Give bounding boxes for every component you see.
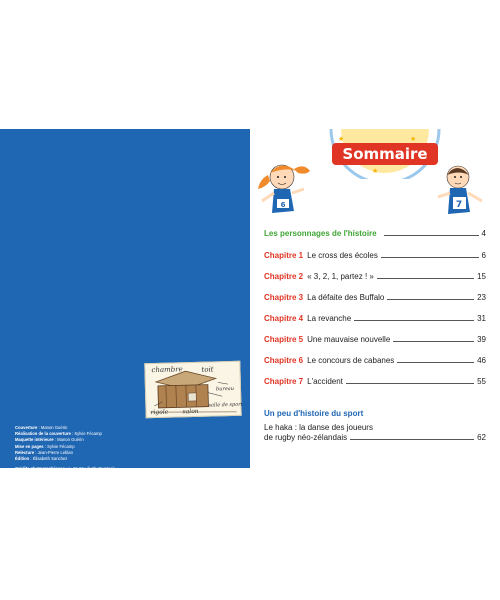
page-title: Sommaire [332,143,438,165]
dot-leader [377,278,474,279]
chapter-label: Chapitre 3 [264,293,304,302]
star-icon: ★ [410,136,417,143]
right-jersey-number: 7 [455,200,463,210]
chapter-title: « 3, 2, 1, partez ! » [307,272,374,281]
dot-leader [381,257,479,258]
page-number: 31 [477,314,486,323]
page-number: 39 [477,335,486,344]
toc-label: Les personnages de l'histoire [264,229,377,238]
dot-leader [346,383,474,384]
sketch-word-rigole: rigole [150,408,169,417]
chapter-label: Chapitre 7 [264,377,304,386]
history-entry-text: de rugby néo-zélandais [264,433,348,442]
legal-block [15,522,168,545]
page-number: 55 [477,377,486,386]
chapter-title: L'accident [307,377,343,386]
back-cover-page [0,129,250,544]
page-number: 62 [477,433,486,442]
chapter-title: La défaite des Buffalo [307,293,385,302]
credit-row: Mise en pages : Sylvie Fécamp [15,443,75,449]
dot-leader [350,439,474,440]
toc-entry-chapter-4[interactable] [264,314,486,323]
isbn: ISBN : 978-2-01-718249-8 [15,522,65,527]
toc-entry-chapter-7[interactable] [264,377,486,386]
toc-entry-chapter-1[interactable] [264,251,486,260]
house-sketch-drawing [145,362,242,419]
sketch-word-toit: toit [201,365,214,374]
dot-leader [384,235,479,236]
website: www.parascolaire.hachette-education.com [15,509,94,514]
credit-row: Relecture : Jean-Pierre Leblan [15,449,73,455]
credits-block [15,425,116,472]
page-number: 6 [481,251,486,260]
chapter-label: Chapitre 1 [264,251,304,260]
sketch-word-salon: salon [182,407,199,416]
page-number: 4 [481,229,486,238]
chapter-title: Une mauvaise nouvelle [307,335,391,344]
boy-runner-illustration [428,157,500,229]
chapter-label: Chapitre 5 [264,335,304,344]
house-sketch-illustration [144,361,241,418]
page-number: 46 [477,356,486,365]
photo-credits: Crédits photographiques : p. 62-63 : © Shutterstock. [15,466,116,472]
credit-row: Édition : Élisabeth Sanchez [15,456,68,462]
toc-entry-chapter-6[interactable] [264,356,486,365]
history-section-title: Un peu d'histoire du sport [264,409,364,418]
credit-row: Couverture : Manon Guérin [15,425,68,430]
dot-leader [397,362,474,363]
copyright: © Hachette Livre 2022, 58 rue Jean-Bleuzen, CS 70007, 92178 Vanves Cedex. [15,533,162,538]
dot-leader [387,299,474,300]
sketch-word-chambre: chambre [151,365,183,375]
chapter-label: Chapitre 6 [264,356,304,365]
star-icon: ★ [372,168,379,175]
chapter-title: Le cross des écoles [307,251,378,260]
credit-row: Maquette intérieure : Manon Guérin [15,437,84,443]
chapter-title: Le concours de cabanes [307,356,395,365]
page-number: 23 [477,293,486,302]
page-number: 15 [477,272,486,281]
credit-row: Réalisation de la couverture : Sylvie Fécamp [15,431,102,437]
girl-runner-illustration [254,155,326,227]
dot-leader [393,341,474,342]
toc-entry-chapter-5[interactable] [264,335,486,344]
history-entry-line-1[interactable]: Le haka : la danse des joueurs [264,423,373,432]
chapter-label: Chapitre 2 [264,272,304,281]
left-jersey-number: 6 [280,201,286,209]
sketch-word-bureau: bureau [215,385,235,393]
history-entry-line-2[interactable] [264,433,486,442]
dot-leader [354,320,474,321]
toc-entry-personnages[interactable] [264,229,486,238]
chapter-title: La revanche [307,314,352,323]
sketch-word-salle-de-sport: salle de sport [208,401,243,409]
star-icon: ★ [338,136,345,143]
rights-notice: Tous droits de traduction, de reproduction et d'adaptation réservés pour tous pays. [15,539,168,544]
toc-entry-chapter-3[interactable] [264,293,486,302]
toc-entry-chapter-2[interactable] [264,272,486,281]
table-of-contents-page [250,129,500,468]
chapter-label: Chapitre 4 [264,314,304,323]
